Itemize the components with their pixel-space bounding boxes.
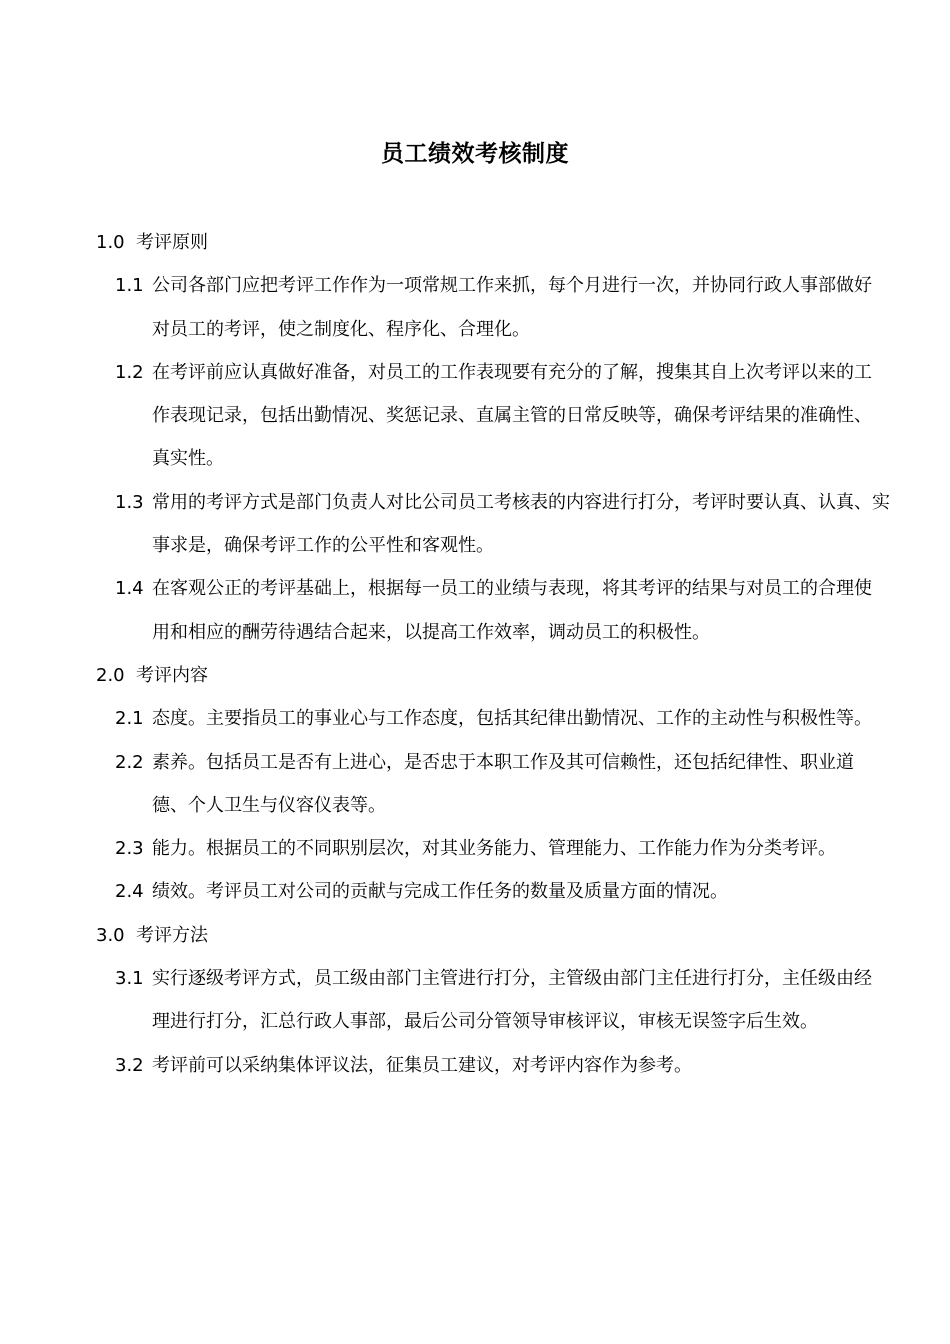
clause-number: 2.3 xyxy=(115,838,144,860)
clause-number: 1.1 xyxy=(115,275,144,297)
clause-text: 实行逐级考评方式，员工级由部门主管进行打分，主管级由部门主任进行打分，主任级由经理进行打分，汇总行政人事部，最后公司分管领导审核评议，审核无误签字后生效。 xyxy=(152,968,872,1033)
clause-1-2 xyxy=(96,351,876,481)
section-title: 考评方法 xyxy=(136,924,208,946)
section-title: 考评原则 xyxy=(136,232,208,253)
clause-number: 2.2 xyxy=(115,751,144,773)
clause-text: 能力。根据员工的不同职别层次，对其业务能力、管理能力、工作能力作为分类考评。 xyxy=(152,838,836,860)
clause-text: 常用的考评方式是部门负责人对比公司员工考核表的内容进行打分，考评时要认真、认真、实事求是，确保考评工作的公平性和客观性。 xyxy=(152,491,890,557)
clause-text: 态度。主要指员工的事业心与工作态度，包括其纪律出勤情况、工作的主动性与积极性等。 xyxy=(152,708,872,730)
document-body xyxy=(96,221,890,1087)
section-number: 1.0 xyxy=(96,232,125,253)
clause-2-1 xyxy=(96,697,876,740)
clause-1-4 xyxy=(96,567,876,654)
clause-number: 1.3 xyxy=(115,491,144,513)
clause-2-3 xyxy=(96,827,857,870)
section-heading-3 xyxy=(96,914,876,957)
clause-number: 2.1 xyxy=(115,708,144,730)
section-heading-2 xyxy=(96,654,876,697)
clause-text: 考评前可以采纳集体评议法，征集员工建议，对考评内容作为参考。 xyxy=(152,1054,692,1076)
section-number: 2.0 xyxy=(96,664,125,686)
section-title: 考评内容 xyxy=(136,664,208,686)
clause-number: 2.4 xyxy=(115,881,144,903)
section-number: 3.0 xyxy=(96,924,125,946)
page-title: 员工绩效考核制度 xyxy=(381,141,569,167)
clause-text: 素养。包括员工是否有上进心，是否忠于本职工作及其可信赖性，还包括纪律性、职业道德、个人卫生与仪容仪表等。 xyxy=(152,751,854,816)
clause-number: 3.1 xyxy=(115,968,144,990)
clause-3-1 xyxy=(96,957,876,1044)
clause-number: 3.2 xyxy=(115,1054,144,1076)
clause-number: 1.2 xyxy=(115,361,144,383)
clause-text: 公司各部门应把考评工作作为一项常规工作来抓，每个月进行一次，并协同行政人事部做好对员工的考评，使之制度化、程序化、合理化。 xyxy=(152,275,872,340)
clause-number: 1.4 xyxy=(115,578,144,600)
clause-1-1 xyxy=(96,264,876,351)
clause-1-3 xyxy=(96,481,896,568)
clause-2-2 xyxy=(96,741,876,828)
clause-text: 在客观公正的考评基础上，根据每一员工的业绩与表现，将其考评的结果与对员工的合理使用和相应的酬劳待遇结合起来，以提高工作效率，调动员工的积极性。 xyxy=(152,578,872,643)
clause-text: 绩效。考评员工对公司的贡献与完成工作任务的数量及质量方面的情况。 xyxy=(152,881,728,903)
clause-2-4 xyxy=(96,870,876,913)
clause-text: 在考评前应认真做好准备，对员工的工作表现要有充分的了解，搜集其自上次考评以来的工作表现记录，包括出勤情况、奖惩记录、直属主管的日常反映等，确保考评结果的准确性、真实性。 xyxy=(152,361,872,470)
clause-3-2 xyxy=(96,1044,876,1087)
section-heading-1 xyxy=(96,221,876,264)
